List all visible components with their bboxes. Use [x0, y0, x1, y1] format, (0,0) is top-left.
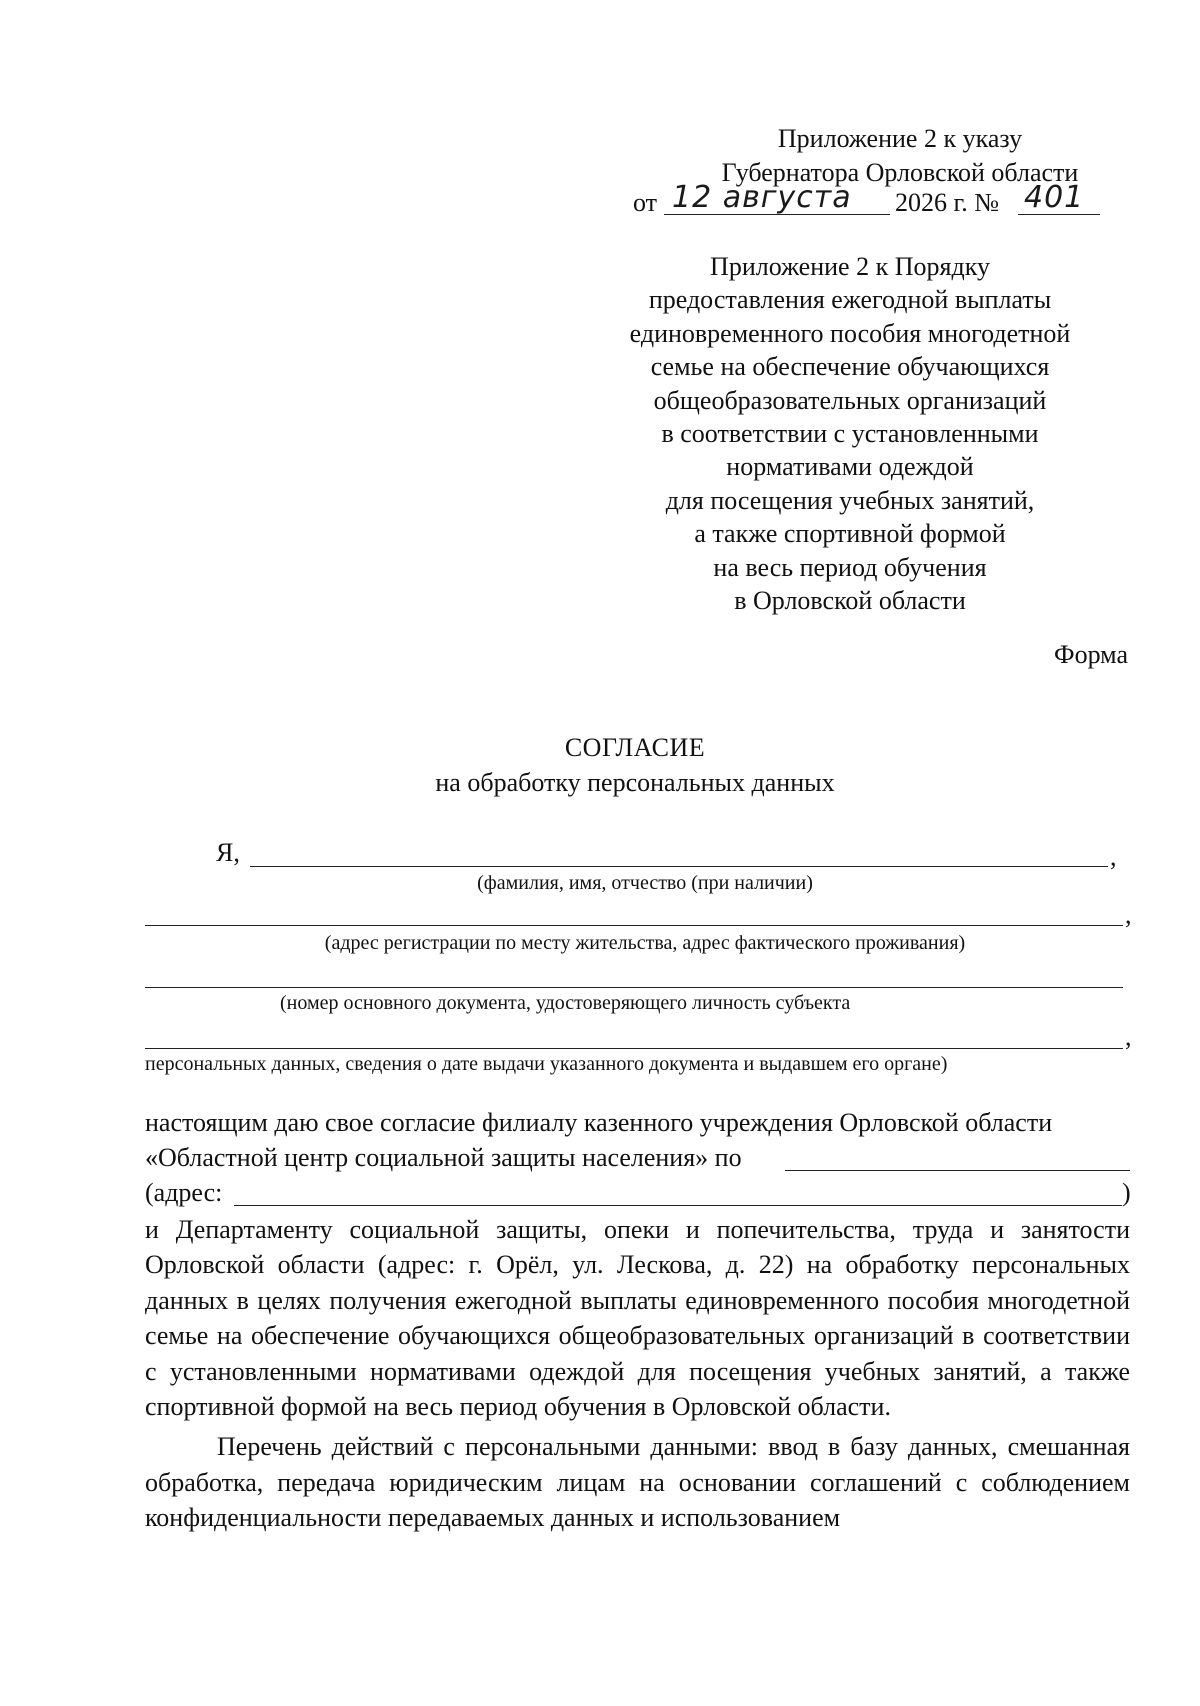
document-subtitle: на обработку персональных данных: [435, 768, 835, 797]
date-underline: [664, 214, 890, 215]
procedure-annex-line: в Орловской области: [734, 586, 966, 616]
procedure-annex-line: в соответствии с установленными: [661, 419, 1039, 449]
consent-paragraph-text: и Департаменту социальной защиты, опеки и попечительства, труда и занятости Орловской области (адрес: г. Орёл, ул. Лескова, д. 22) на обработку персональных данных в целях получения ежегодной выплаты единовременного пособия многодетной семье на обеспечение обучающихся общеобразовательных организаций в соответствии с установленными нормативами одеждой для посещения учебных занятий, а также спортивной формой на весь период обучения в Орловской области.: [145, 1215, 1130, 1422]
document-field-line-1[interactable]: [145, 987, 1123, 988]
caption-full-name: (фамилия, имя, отчество (при наличии): [477, 872, 813, 894]
document-title: СОГЛАСИЕ: [564, 733, 706, 762]
procedure-annex-block: [580, 250, 1120, 617]
ya-label: Я,: [216, 838, 240, 867]
decree-annex-line-1: Приложение 2 к указу: [777, 124, 1023, 153]
full-name-field-line[interactable]: [250, 866, 1108, 867]
comma: ,: [1125, 1022, 1132, 1051]
decree-annex-line-2: Губернатора Орловской области: [721, 158, 1079, 187]
body-line-1: настоящим даю свое согласие филиалу казенного учреждения Орловской области: [145, 1108, 1053, 1137]
handwritten-number: 401: [1024, 180, 1085, 215]
address-close-bracket: ): [1122, 1178, 1131, 1207]
caption-document-2: персональных данных, сведения о дате выдачи указанного документа и выдавшем его органе): [145, 1053, 948, 1075]
actions-paragraph-text: Перечень действий с персональными данными: ввод в базу данных, смешанная обработка, передача юридическим лицам на основании соглашений с соблюдением конфиденциальности передаваемых данных и использованием: [145, 1432, 1130, 1533]
form-label: Форма: [1054, 640, 1128, 669]
date-prefix: от: [633, 188, 658, 217]
address-label: (адрес:: [145, 1178, 223, 1207]
year-and-number-label: 2026 г. №: [895, 188, 1000, 217]
decree-annex-title: [590, 122, 1200, 156]
address-field-line[interactable]: [145, 925, 1123, 926]
procedure-annex-line: Приложение 2 к Порядку: [710, 252, 990, 281]
procedure-annex-line: а также спортивной формой: [694, 519, 1006, 549]
handwritten-date: 12 августа: [672, 180, 852, 215]
body-line-2: «Областной центр социальной защиты населения» по: [145, 1143, 742, 1172]
caption-document-1: (номер основного документа, удостоверяющего личность субъекта: [280, 992, 851, 1014]
comma: ,: [1110, 842, 1117, 871]
procedure-annex-line: общеобразовательных организаций: [653, 385, 1047, 415]
branch-field-line[interactable]: [785, 1170, 1130, 1171]
procedure-annex-line: нормативами одеждой: [726, 452, 974, 482]
comma: ,: [1125, 900, 1132, 929]
number-underline: [1018, 214, 1100, 215]
procedure-annex-line: предоставления ежегодной выплаты: [648, 285, 1052, 315]
branch-address-field-line[interactable]: [234, 1205, 1122, 1206]
caption-address: (адрес регистрации по месту жительства, адрес фактического проживания): [324, 932, 966, 954]
procedure-annex-line: семье на обеспечение обучающихся: [650, 352, 1050, 382]
procedure-annex-line: для посещения учебных занятий,: [665, 485, 1035, 515]
decree-annex-governor: [560, 156, 1200, 190]
procedure-annex-line: единовременного пособия многодетной: [629, 318, 1071, 348]
document-field-line-2[interactable]: [145, 1048, 1123, 1049]
consent-paragraph: [145, 1212, 1130, 1536]
procedure-annex-line: на весь период обучения: [713, 552, 987, 582]
